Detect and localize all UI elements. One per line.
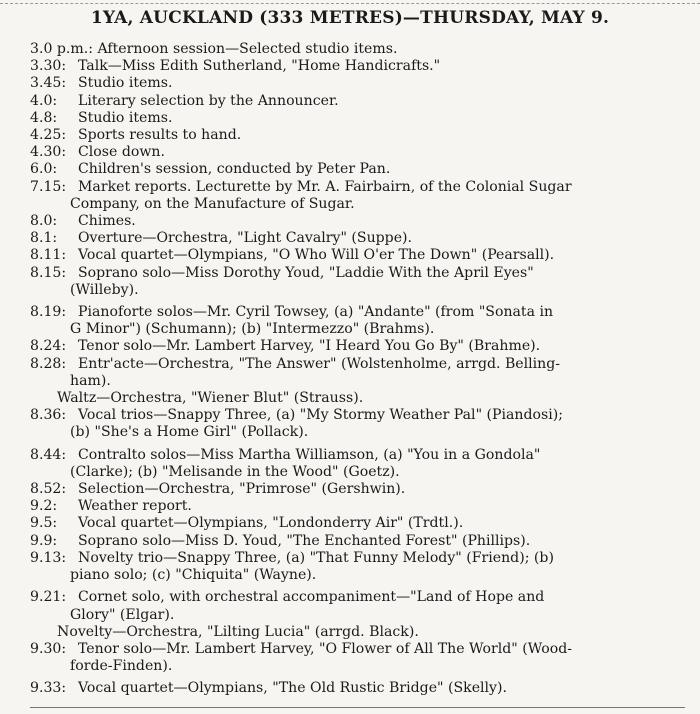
programme-line	[30, 127, 692, 144]
programme-description: Children's session, conducted by Peter Pan.	[78, 161, 391, 178]
programme-line	[30, 321, 692, 338]
programme-description: Close down.	[78, 144, 165, 161]
programme-line	[30, 58, 692, 75]
programme-line	[30, 179, 692, 196]
programme-line	[30, 533, 692, 550]
programme-description: Contralto solos—Miss Martha Williamson, (a) "You in a Gondola"	[78, 446, 541, 463]
programme-description: piano solo; (c) "Chiquita" (Wayne).	[70, 567, 317, 584]
programme-line	[30, 624, 692, 641]
programme-line	[30, 464, 692, 481]
programme-time: 3.45:	[30, 75, 67, 92]
programme-line	[30, 41, 692, 58]
programme-description: Tenor solo—Mr. Lambert Harvey, "I Heard You Go By" (Brahme).	[78, 338, 541, 355]
programme-description	[30, 41, 692, 58]
programme-time: 8.11:	[30, 247, 67, 264]
programme-time: 9.2:	[30, 498, 58, 515]
programme-description: Soprano solo—Miss D. Youd, "The Enchanted Forest" (Phillips).	[78, 532, 531, 549]
programme-line	[30, 658, 692, 675]
programme-time: 8.44:	[30, 446, 67, 463]
programme-description: (Clarke); (b) "Melisande in the Wood" (Goetz).	[70, 463, 400, 480]
programme-description: Overture—Orchestra, "Light Cavalry" (Suppe).	[78, 230, 413, 247]
programme-description: Market reports. Lecturette by Mr. A. Fairbairn, of the Colonial Sugar	[78, 178, 572, 195]
programme-time: 4.8:	[30, 109, 58, 126]
programme-description: (Willeby).	[70, 281, 139, 298]
programme-line	[30, 407, 692, 424]
programme-line	[30, 373, 692, 390]
programme-time: 9.30:	[30, 640, 67, 657]
programme-line	[30, 144, 692, 161]
bottom-rule	[30, 707, 685, 708]
programme-description: Chimes.	[78, 213, 136, 230]
programme-description: Vocal quartet—Olympians, "Londonderry Air" (Trdtl.).	[78, 515, 464, 532]
programme-time: 8.0:	[30, 213, 58, 230]
programme-line	[30, 247, 692, 264]
programme-time: 8.15:	[30, 264, 67, 281]
programme-description: Talk—Miss Edith Sutherland, "Home Handicrafts."	[78, 58, 441, 75]
programme-line	[30, 424, 692, 441]
programme-description: Sports results to hand.	[78, 127, 242, 144]
programme-description: Studio items.	[78, 75, 173, 92]
programme-description: Weather report.	[78, 498, 192, 515]
programme-line	[30, 338, 692, 355]
programme-line	[30, 161, 692, 178]
programme-description: Entr'acte—Orchestra, "The Answer" (Wolstenholme, arrgd. Belling-	[78, 355, 561, 372]
programme-line	[30, 498, 692, 515]
programme-line	[30, 481, 692, 498]
programme-description-text: Afternoon session—Selected studio items.	[97, 41, 398, 57]
programme-description: G Minor") (Schumann); (b) "Intermezzo" (Brahms).	[70, 321, 435, 338]
programme-description: Waltz—Orchestra, "Wiener Blut" (Strauss).	[57, 390, 364, 407]
programme-line	[30, 304, 692, 321]
programme-description: Company, on the Manufacture of Sugar.	[70, 195, 355, 212]
programme-line	[30, 680, 692, 697]
programme-line	[30, 213, 692, 230]
programme-line	[30, 265, 692, 282]
programme-line	[30, 390, 692, 407]
programme-description: ham).	[70, 372, 111, 389]
programme-line	[30, 607, 692, 624]
programme-time: 7.15:	[30, 178, 67, 195]
top-rule	[0, 3, 700, 4]
programme-line	[30, 567, 692, 584]
programme-description: Vocal quartet—Olympians, "The Old Rustic Bridge" (Skelly).	[78, 680, 507, 697]
programme-description: Studio items.	[78, 109, 173, 126]
programme-time: 3.30:	[30, 58, 67, 75]
programme-time: 8.28:	[30, 355, 67, 372]
programme-description: Cornet solo, with orchestral accompaniment—"Land of Hope and	[78, 589, 545, 606]
programme-description: Vocal quartet—Olympians, "O Who Will O'er The Down" (Pearsall).	[78, 247, 555, 264]
programme-description: Novelty trio—Snappy Three, (a) "That Funny Melody" (Friend); (b)	[78, 549, 554, 566]
programme-line	[30, 641, 692, 658]
programme-line	[30, 282, 692, 299]
programme-description: Vocal trios—Snappy Three, (a) "My Stormy Weather Pal" (Piandosi);	[78, 407, 563, 424]
programme-time: 6.0:	[30, 161, 58, 178]
programme-time: 3.0 p.m.:	[30, 41, 93, 57]
programme-time: 4.30:	[30, 144, 67, 161]
programme-description: Novelty—Orchestra, "Lilting Lucia" (arrgd. Black).	[57, 623, 419, 640]
programme-time: 9.13:	[30, 549, 67, 566]
programme-time: 8.52:	[30, 481, 67, 498]
programme-description: Pianoforte solos—Mr. Cyril Towsey, (a) "Andante" (from "Sonata in	[78, 304, 554, 321]
programme-time: 9.9:	[30, 532, 58, 549]
programme-time: 8.1:	[30, 230, 58, 247]
programme-time: 8.19:	[30, 304, 67, 321]
programme-time: 8.36:	[30, 407, 67, 424]
programme-line	[30, 356, 692, 373]
programme-line	[30, 447, 692, 464]
programme-line	[30, 550, 692, 567]
programme-time: 9.33:	[30, 680, 67, 697]
programme-time: 8.24:	[30, 338, 67, 355]
programme-line	[30, 93, 692, 110]
programme-description: Glory" (Elgar).	[70, 606, 175, 623]
programme-line	[30, 589, 692, 606]
programme-description: Literary selection by the Announcer.	[78, 92, 339, 109]
programme-list	[30, 41, 692, 698]
programme-description: forde-Finden).	[70, 658, 173, 675]
programme-description: Selection—Orchestra, "Primrose" (Gershwin).	[78, 481, 406, 498]
programme-description: Soprano solo—Miss Dorothy Youd, "Laddie With the April Eyes"	[78, 264, 534, 281]
page-title: 1YA, AUCKLAND (333 METRES)—THURSDAY, MAY 9.	[90, 8, 610, 28]
programme-time: 9.5:	[30, 515, 58, 532]
programme-line	[30, 515, 692, 532]
programme-time: 4.25:	[30, 127, 67, 144]
programme-time: 4.0:	[30, 92, 58, 109]
programme-line	[30, 230, 692, 247]
programme-description: (b) "She's a Home Girl" (Pollack).	[70, 424, 309, 441]
programme-line	[30, 110, 692, 127]
programme-time: 9.21:	[30, 589, 67, 606]
programme-line	[30, 75, 692, 92]
programme-description: Tenor solo—Mr. Lambert Harvey, "O Flower of All The World" (Wood-	[78, 640, 573, 657]
programme-line	[30, 196, 692, 213]
